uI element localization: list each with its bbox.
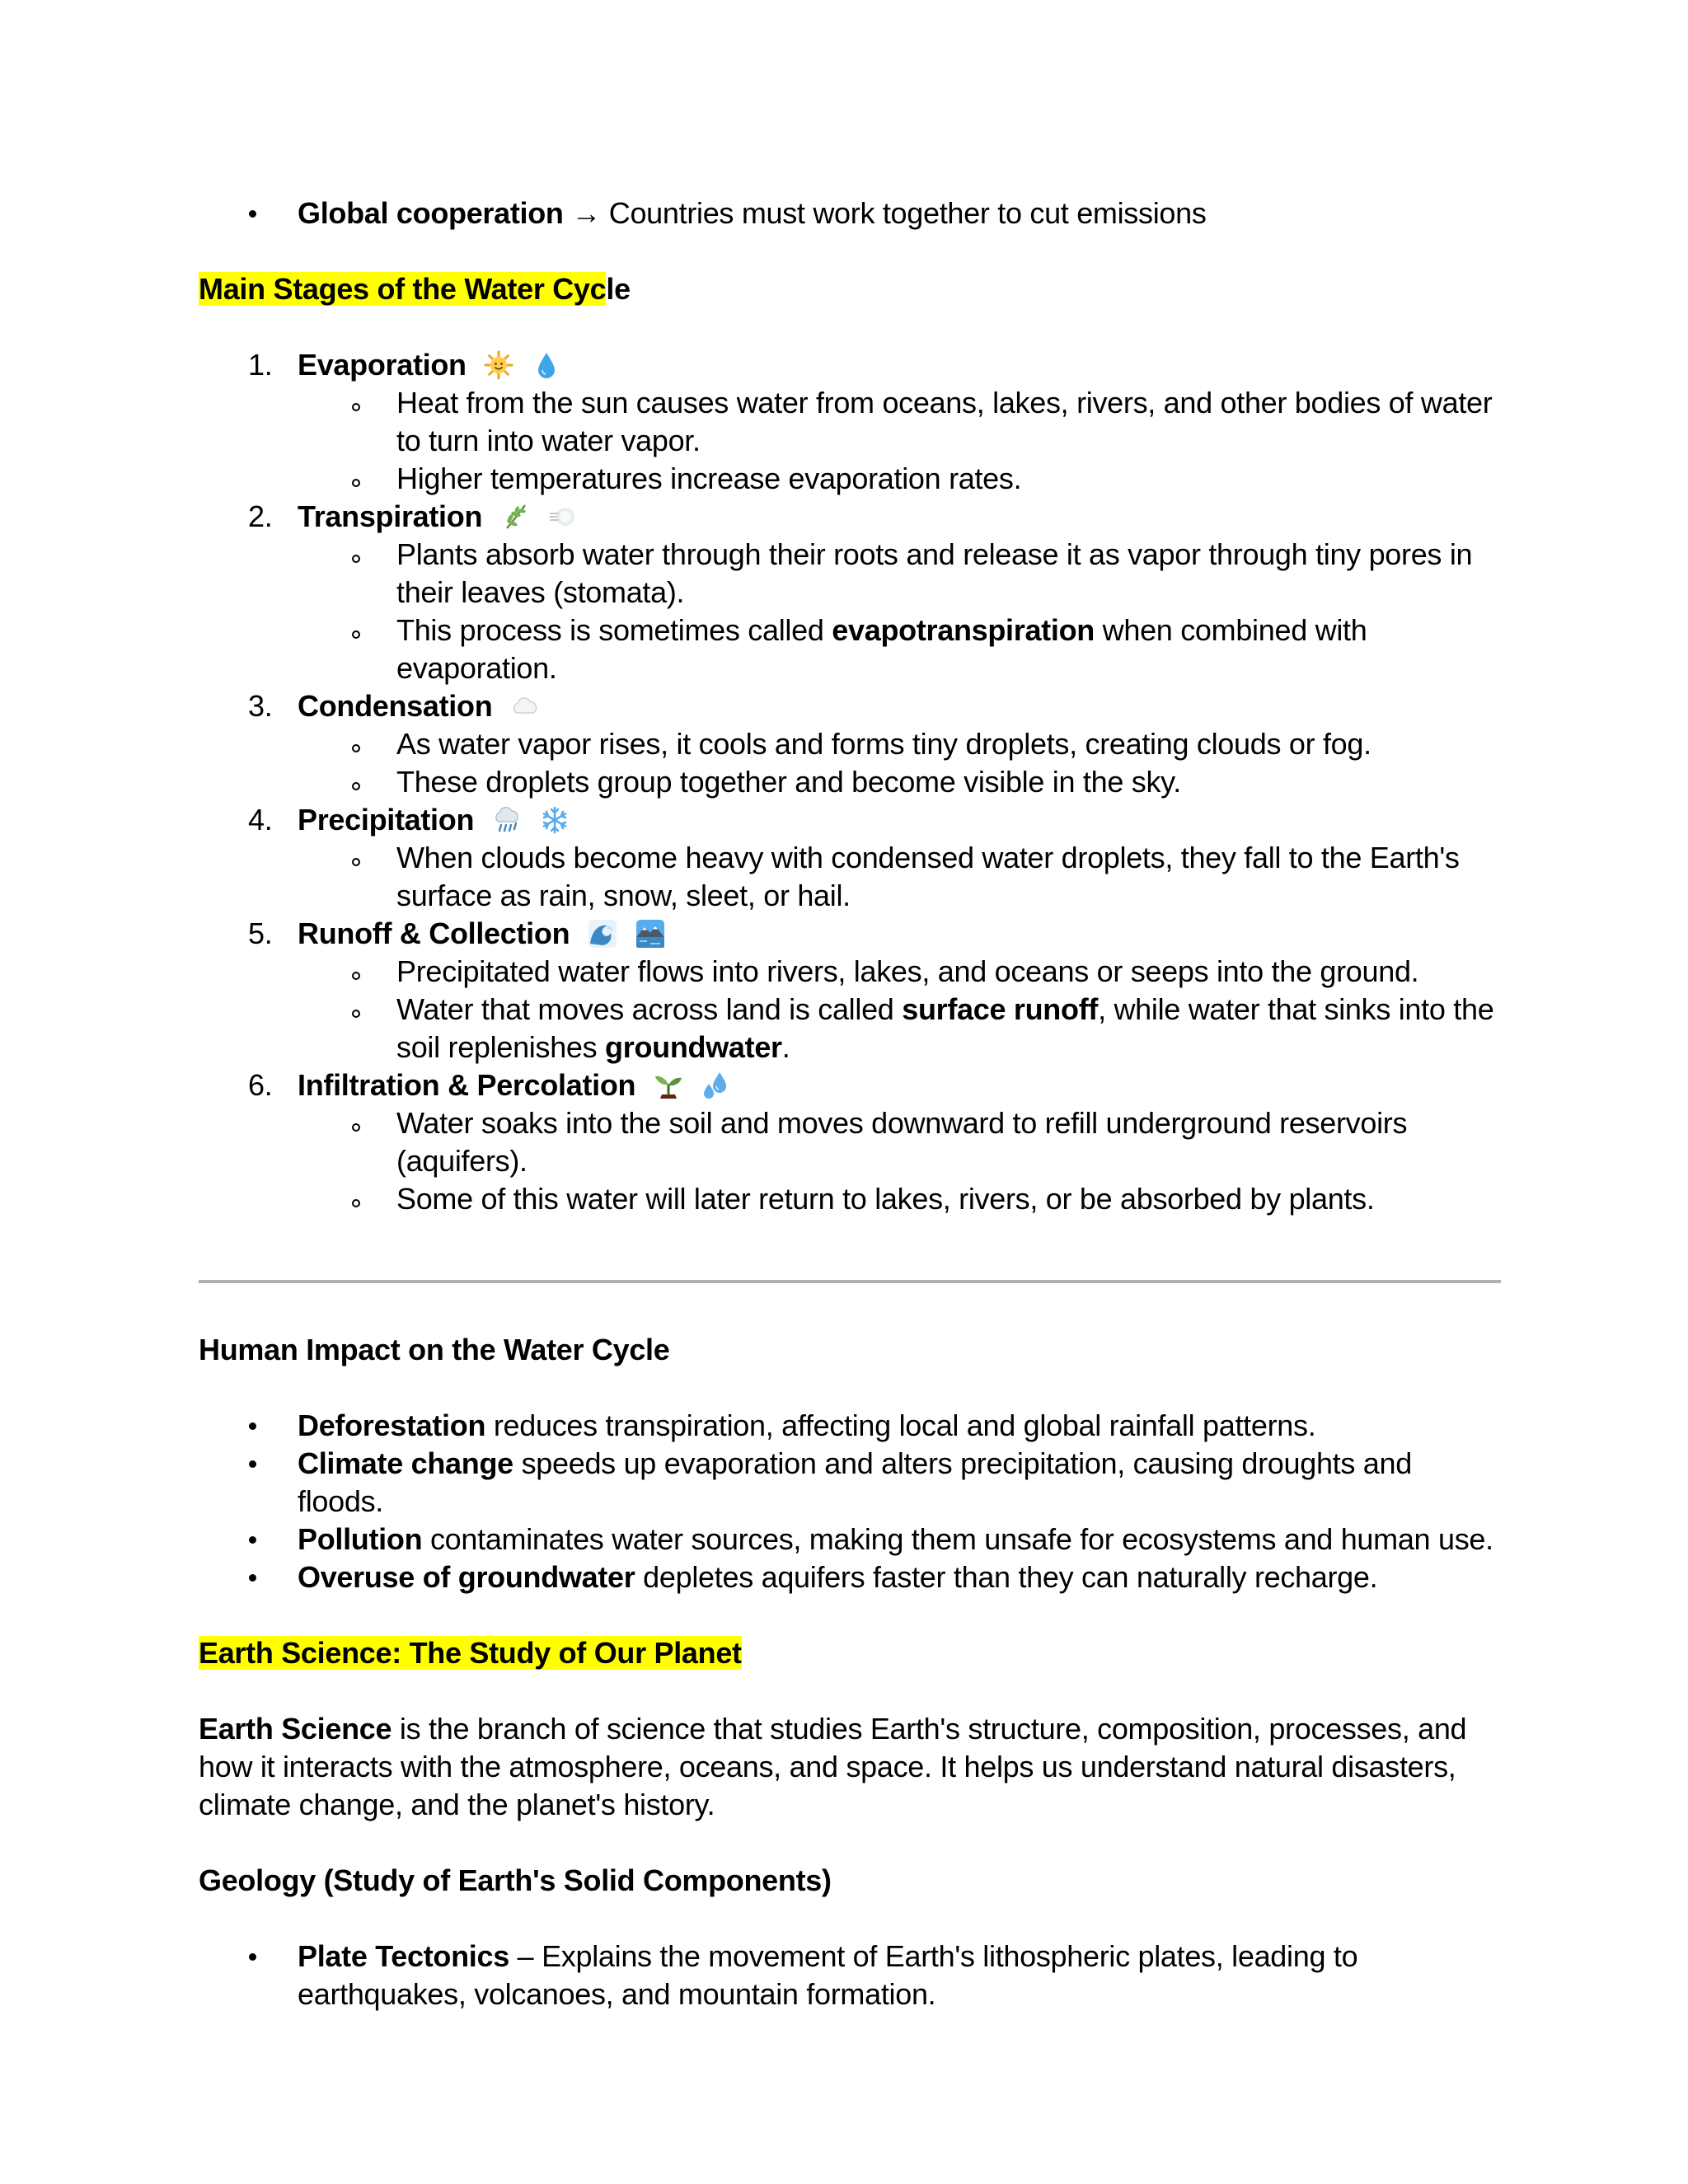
stage-title: Precipitation <box>298 803 475 837</box>
list-item <box>199 1407 1501 1445</box>
bold-term: surface runoff <box>902 992 1099 1026</box>
stage-title: Runoff & Collection <box>298 916 570 950</box>
stage-condensation <box>199 687 1501 801</box>
cloud-icon <box>510 691 540 721</box>
list-item <box>298 1180 1501 1218</box>
document-page <box>199 194 1501 2013</box>
top-bullet-list <box>199 194 1501 232</box>
stage-title: Infiltration & Percolation <box>298 1068 636 1102</box>
point-text: Some of this water will later return to lakes, rivers, or be absorbed by plants. <box>396 1182 1375 1216</box>
stage-infiltration-percolation <box>199 1066 1501 1218</box>
list-item <box>298 612 1501 687</box>
bold-term: Plate Tectonics <box>298 1939 509 1973</box>
list-item <box>298 1104 1501 1180</box>
bold-term: Pollution <box>298 1522 423 1556</box>
stage-transpiration <box>199 498 1501 687</box>
point-text: Water soaks into the soil and moves downward to refill underground reservoirs (aquifers). <box>396 1106 1408 1178</box>
list-item <box>298 384 1501 460</box>
stage-runoff-collection <box>199 915 1501 1066</box>
stage-number: 3. <box>248 689 273 723</box>
earth-science-heading <box>199 1634 1501 1672</box>
stage-points <box>298 536 1501 687</box>
stage-evaporation <box>199 346 1501 498</box>
stage-points <box>298 725 1501 801</box>
list-item <box>298 991 1501 1066</box>
point-text: Plants absorb water through their roots and release it as vapor through tiny pores in their leaves (stomata). <box>396 537 1473 609</box>
bold-term: Deforestation <box>298 1408 486 1442</box>
stage-precipitation <box>199 801 1501 915</box>
item-text: reduces transpiration, affecting local and global rainfall patterns. <box>485 1408 1316 1442</box>
bold-term: groundwater <box>605 1030 782 1064</box>
water-cycle-stages <box>199 346 1501 1218</box>
arrow: → <box>571 196 602 230</box>
highlighted-heading: Earth Science: The Study of Our Planet <box>199 1636 742 1670</box>
rain-cloud-icon <box>492 805 522 835</box>
point-text: When clouds become heavy with condensed water droplets, they fall to the Earth's surface as rain, snow, sleet, or hail. <box>396 841 1460 912</box>
list-item <box>298 536 1501 612</box>
vapor-icon <box>548 502 578 532</box>
bold-term: Overuse of groundwater <box>298 1560 635 1594</box>
heading-rest: le <box>606 272 631 306</box>
point-text: These droplets group together and become visible in the sky. <box>396 765 1181 799</box>
stage-number: 2. <box>248 499 273 533</box>
point-text: Higher temperatures increase evaporation rates. <box>396 462 1022 495</box>
geology-list <box>199 1938 1501 2013</box>
geology-heading: Geology (Study of Earth's Solid Components) <box>199 1863 832 1897</box>
point-text: , while water that sinks into the soil replenishes <box>396 992 1494 1064</box>
stage-number: 6. <box>248 1068 273 1102</box>
stage-title: Condensation <box>298 689 493 723</box>
stage-points <box>298 839 1501 915</box>
list-item <box>199 1938 1501 2013</box>
bold-term: evapotranspiration <box>832 613 1095 647</box>
snowflake-icon <box>540 805 570 835</box>
bullet-text: Countries must work together to cut emissions <box>608 196 1207 230</box>
human-impact-heading: Human Impact on the Water Cycle <box>199 1333 670 1366</box>
point-text: . <box>781 1030 790 1064</box>
list-item <box>298 460 1501 498</box>
list-item <box>199 194 1501 232</box>
list-item <box>298 953 1501 991</box>
list-item <box>199 1445 1501 1521</box>
stage-points <box>298 384 1501 498</box>
point-text: when combined with evaporation. <box>396 613 1367 685</box>
list-item <box>298 839 1501 915</box>
sweat-droplets-icon <box>701 1071 731 1100</box>
point-text: This process is sometimes called <box>396 613 832 647</box>
stage-number: 4. <box>248 803 273 837</box>
item-text: contaminates water sources, making them unsafe for ecosystems and human use. <box>422 1522 1493 1556</box>
herb-icon <box>500 502 530 532</box>
stage-number: 1. <box>248 348 273 382</box>
list-item <box>298 725 1501 763</box>
point-text: As water vapor rises, it cools and forms tiny droplets, creating clouds or fog. <box>396 727 1372 761</box>
list-item <box>199 1558 1501 1596</box>
intro-text: is the branch of science that studies Earth's structure, composition, processes, and how it interacts with the atmosphere, oceans, and space. It helps us understand natural disasters, climate change, and the planet's history. <box>199 1712 1467 1821</box>
seedling-icon <box>654 1071 683 1100</box>
stage-title: Transpiration <box>298 499 483 533</box>
stage-number: 5. <box>248 916 273 950</box>
point-text: Water that moves across land is called <box>396 992 903 1026</box>
point-text: Heat from the sun causes water from oceans, lakes, rivers, and other bodies of water to turn into water vapor. <box>396 386 1493 457</box>
wave-icon <box>588 919 617 949</box>
item-text: depletes aquifers faster than they can naturally recharge. <box>635 1560 1378 1594</box>
stage-title: Evaporation <box>298 348 467 382</box>
point-text: Precipitated water flows into rivers, lakes, and oceans or seeps into the ground. <box>396 954 1419 988</box>
droplet-icon <box>532 350 561 380</box>
list-item <box>199 1521 1501 1558</box>
earth-science-intro <box>199 1710 1501 1824</box>
list-item <box>298 763 1501 801</box>
stage-points <box>298 1104 1501 1218</box>
bold-term: Earth Science <box>199 1712 392 1746</box>
item-text: speeds up evaporation and alters precipitation, causing droughts and floods. <box>298 1446 1412 1518</box>
item-text: – Explains the movement of Earth's lithospheric plates, leading to earthquakes, volcanoes, and mountain formation. <box>298 1939 1358 2011</box>
sun-icon <box>484 350 513 380</box>
bullet-label: Global cooperation <box>298 196 564 230</box>
highlighted-heading: Main Stages of the Water Cyc <box>199 272 607 306</box>
stage-points <box>298 953 1501 1066</box>
lake-icon <box>635 919 665 949</box>
water-cycle-heading <box>199 270 1501 308</box>
bold-term: Climate change <box>298 1446 513 1480</box>
human-impact-list <box>199 1407 1501 1596</box>
